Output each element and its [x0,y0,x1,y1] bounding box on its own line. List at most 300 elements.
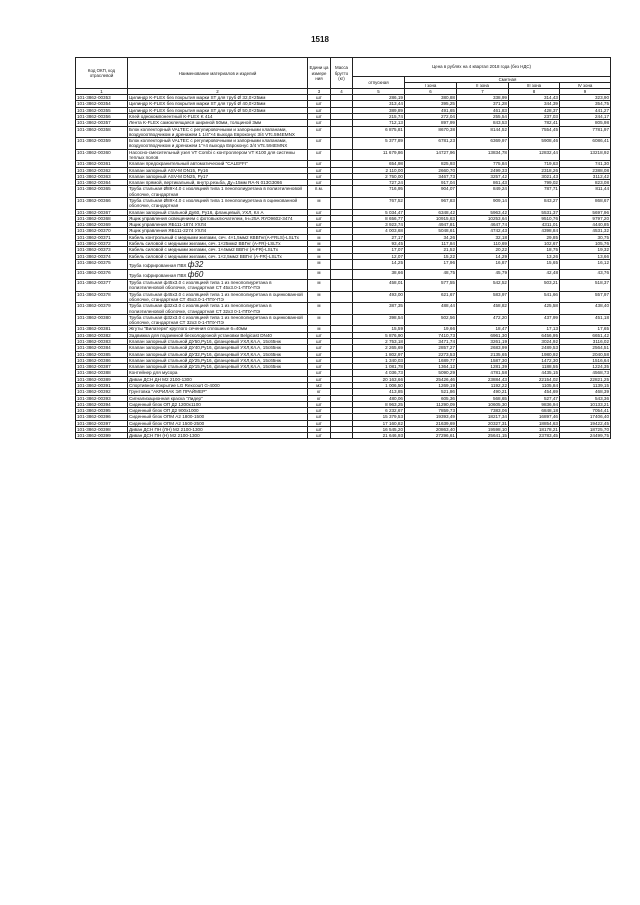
cell-unit: шт [308,426,331,432]
cell-zone-4-price: 811,44 [560,186,611,198]
cell-zone-1-price: 7410,73 [405,332,457,338]
cell-name: Клапан запорный ASV-M DN15, Py16 [128,167,308,173]
cell-zone-1-price: 2273,53 [405,351,457,357]
table-row [76,138,611,150]
cell-zone-4-price: 323,90 [560,95,611,101]
cell-zone-2-price: 2499,33 [457,167,509,173]
cell-zone-3-price: 237,03 [509,114,560,120]
cell-zone-1-price: 825,93 [405,161,457,167]
cell-release-price: 5 034,47 [353,209,405,215]
table-row [76,314,611,326]
cell-unit: шт [308,120,331,126]
cell-unit: шт [308,222,331,228]
cell-zone-4-price: 24499,75 [560,433,611,439]
cell-zone-3-price: 18178,21 [509,426,560,432]
cell-unit: шт [308,107,331,113]
cell-code: 101-3862-00362 [76,167,128,173]
cell-release-price: 1 006,50 [353,382,405,388]
cell-zone-3-price: 13,26 [509,253,560,259]
cell-release-price: 4 003,68 [353,228,405,234]
cell-unit: шт [308,215,331,221]
header-zone-4: IV зона [560,83,611,89]
cell-zone-4-price: 105,76 [560,240,611,246]
cell-unit: шт [308,338,331,344]
cell-zone-1-price: 380,88 [405,95,457,101]
cell-zone-2-price: 583,97 [457,291,509,303]
cell-unit: шт [308,101,331,107]
cell-zone-2-price: 458,82 [457,303,509,315]
cell-code: 101-3862-00364 [76,180,128,186]
cell-zone-4-price: 868,67 [560,197,611,209]
cell-zone-4-price: 4440,85 [560,222,611,228]
cell-zone-1-price: 521,86 [405,389,457,395]
cell-release-price: 313,44 [353,101,405,107]
cell-release-price: 398,54 [353,314,405,326]
column-index: 5 [353,89,405,95]
cell-zone-3-price: 5531,37 [509,209,560,215]
cell-unit: шт [308,228,331,234]
cell-code: 101-3862-00366 [76,197,128,209]
cell-unit: шт [308,126,331,138]
cell-code: 101-3862-00360 [76,149,128,161]
cell-release-price: 21 646,93 [353,433,405,439]
cell-release-price: 8 656,77 [353,215,405,221]
cell-unit: м [308,326,331,332]
cell-release-price: 480,06 [353,395,405,401]
cell-name [128,259,308,269]
cell-zone-3-price: 29,85 [509,234,560,240]
cell-code: 101-3862-00374 [76,253,128,259]
cell-zone-4-price: 13218,92 [560,149,611,161]
cell-zone-2-price: 3261,19 [457,338,509,344]
cell-zone-4-price: 13,66 [560,253,611,259]
cell-zone-2-price: 14,29 [457,253,509,259]
cell-zone-1-price: 2857,27 [405,345,457,351]
cell-zone-4-price: 441,27 [560,107,611,113]
cell-code: 101-3862-00385 [76,351,128,357]
cell-zone-1-price: 21639,69 [405,420,457,426]
cell-zone-2-price: 371,28 [457,101,509,107]
cell-code: 101-3862-00383 [76,338,128,344]
cell-code: 101-3862-00377 [76,280,128,292]
cell-zone-4-price: 2040,58 [560,351,611,357]
cell-code: 101-3862-00389 [76,376,128,382]
cell-zone-1-price: 15,22 [405,253,457,259]
cell-zone-3-price: 102,67 [509,240,560,246]
cell-code: 101-3862-00381 [76,326,128,332]
cell-release-price: 5 377,89 [353,138,405,150]
cell-zone-2-price: 861,43 [457,180,509,186]
cell-zone-3-price: 527,47 [509,395,560,401]
cell-zone-1-price: 272,04 [405,114,457,120]
cell-mass [331,138,353,150]
cell-release-price: 1 081,78 [353,364,405,370]
cell-zone-1-price: 5048,61 [405,228,457,234]
cell-code: 101-3862-00357 [76,120,128,126]
cell-unit: кг [308,395,331,401]
cell-zone-4-price: 557,97 [560,291,611,303]
cell-release-price: 727,24 [353,180,405,186]
cell-name: Диван ДСН ПН (ЛН) М2 2100-1300 [128,426,308,432]
cell-zone-3-price: 5908,46 [509,138,560,150]
cell-zone-4-price: 451,18 [560,314,611,326]
cell-name: Клапан прямой, вертикальный, внутр.резьба, Ду=15мм RA-N 013G3066 [128,180,308,186]
cell-unit: шт [308,351,331,357]
cell-zone-1-price: 577,55 [405,280,457,292]
cell-name-diameter: ф32 [187,259,204,269]
cell-zone-1-price: 34,26 [405,234,457,240]
cell-zone-1-price: 1269,19 [405,382,457,388]
cell-name: Цилиндр K-FLEX без покрытия марки ST для труб Ø 32,0×25мм [128,95,308,101]
cell-mass [331,303,353,315]
header-mass: Масса брутто (кг) [331,58,353,89]
cell-zone-3-price: 428,37 [509,107,560,113]
cell-name: Клапан предохранительный автоматический "CALEFFI" [128,161,308,167]
cell-name: Цилиндр K-FLEX без покрытия марки ST для труб Ø 40,0×25мм [128,101,308,107]
cell-zone-2-price: 338,99 [457,95,509,101]
cell-name: Клей однокомпонентный K-FLEX K 414 [128,114,308,120]
table-row [76,280,611,292]
cell-release-price: 767,52 [353,197,405,209]
cell-name: Сиденный блок ОП Д2 1200х1100 [128,401,308,407]
cell-zone-1-price: 17,96 [405,259,457,269]
header-zone-1: I зона [405,83,457,89]
cell-code: 101-3862-00380 [76,314,128,326]
cell-name: Грунтовка "АКРИЛАК ЭЛ ПРАЙМЕР" [128,389,308,395]
cell-name: Диван ДСН ДН М2 2100-1300 [128,376,308,382]
cell-zone-4-price: 18725,70 [560,426,611,432]
cell-zone-4-price: 438,40 [560,303,611,315]
cell-zone-2-price: 18,47 [457,326,509,332]
cell-zone-2-price: 4742,43 [457,228,509,234]
cell-zone-3-price: 541,66 [509,291,560,303]
cell-zone-4-price: 10133,21 [560,401,611,407]
cell-zone-1-price: 27296,61 [405,433,457,439]
cell-unit: шт [308,345,331,351]
cell-release-price: 286,19 [353,95,405,101]
cell-release-price: 17,07 [353,247,405,253]
cell-release-price: 20 163,66 [353,376,405,382]
cell-unit: шт [308,149,331,161]
cell-zone-2-price: 7383,06 [457,408,509,414]
cell-code: 101-3862-00361 [76,161,128,167]
cell-name-text: Труба гофрированная ПВХ [129,262,188,268]
cell-zone-4-price: 2564,51 [560,345,611,351]
cell-mass [331,291,353,303]
cell-zone-4-price: 6651,42 [560,332,611,338]
cell-name: Жгуты "Вилатерм" круглого сечения сплошные 6=40мм [128,326,308,332]
cell-zone-2-price: 13834,78 [457,149,509,161]
cell-zone-4-price: 3112,42 [560,173,611,179]
cell-release-price: 12,07 [353,253,405,259]
cell-release-price: 712,13 [353,120,405,126]
price-table [75,57,611,439]
cell-mass [331,186,353,198]
cell-code: 101-3862-00359 [76,138,128,150]
cell-name: Цилиндр K-FLEX без покрытия марки ST для труб Ø 50,0×25мм [128,107,308,113]
cell-zone-3-price: 454,69 [509,389,560,395]
cell-name: Труба стальная ф32х3.0 с изоляцией типа 1 из пенополиуретана в полиэтиленовой оболочке, стандартная СТ 32х3 0-1-ППУ-ПЭ [128,303,308,315]
cell-name: Клапан запорный стальной ДУ15,Py16, фланцевый УХЛ,Кл.А, 15с65нж [128,364,308,370]
cell-code: 101-3862-00384 [76,345,128,351]
cell-zone-3-price: 4311,01 [509,222,560,228]
cell-release-price: 2 753,18 [353,338,405,344]
cell-unit: шт [308,357,331,363]
cell-zone-4-price: 468,39 [560,389,611,395]
cell-unit: м [308,280,331,292]
cell-zone-1-price: 967,83 [405,197,457,209]
cell-release-price: 4 036,73 [353,370,405,376]
cell-code: 101-3862-00378 [76,291,128,303]
cell-code: 101-3862-00368 [76,215,128,221]
cell-zone-2-price: 255,54 [457,114,509,120]
cell-zone-4-price: 244,17 [560,114,611,120]
cell-zone-4-price: 19422,45 [560,420,611,426]
cell-zone-1-price: 7859,73 [405,408,457,414]
cell-name: Труба стальная Ø89×4.0 с изоляцией типа 1 пенополиуретана в полиэтиленовой оболочке, стандартная [128,186,308,198]
cell-zone-2-price: 1587,30 [457,357,509,363]
table-row [76,433,611,439]
cell-unit: м [308,269,331,279]
cell-zone-3-price: 18,75 [509,247,560,253]
cell-zone-1-price: 117,84 [405,240,457,246]
cell-zone-2-price: 472,20 [457,314,509,326]
cell-zone-1-price: 1364,12 [405,364,457,370]
cell-zone-4-price: 543,36 [560,395,611,401]
cell-zone-4-price: 16,12 [560,259,611,269]
cell-release-price: 6 232,67 [353,408,405,414]
cell-zone-3-price: 12832,44 [509,149,560,161]
cell-unit: шт [308,433,331,439]
cell-zone-4-price: 805,98 [560,120,611,126]
cell-name: Сиденный блок ОП Д2 900х1000 [128,408,308,414]
table-row [76,149,611,161]
cell-mass [331,314,353,326]
table-row [76,259,611,269]
cell-zone-1-price: 502,56 [405,314,457,326]
cell-name: Блок коллекторный VALTEC с регулировочными и запорными клапанами, воздухоотводчиком и дренажем 1 1/4"×4 выхода Евроконус 3/4 VTc.594EMNX [128,126,308,138]
cell-zone-2-price: 849,24 [457,186,509,198]
cell-name: Кабель силовой с медными жилами, сеч. 1×2,5мм2 ВВГнг (А-FR)-LSLTx [128,253,308,259]
cell-zone-3-price: 1188,55 [509,364,560,370]
cell-release-price: 5 876,90 [353,332,405,338]
cell-unit: кг [308,389,331,395]
cell-unit: м [308,303,331,315]
cell-zone-1-price: 5090,29 [405,370,457,376]
cell-code: 101-3862-00399 [76,433,128,439]
table-row [76,291,611,303]
cell-code: 101-3862-00397 [76,420,128,426]
cell-unit: шт [308,95,331,101]
cell-zone-2-price: 10605,30 [457,401,509,407]
cell-zone-2-price: 490,21 [457,389,509,395]
cell-unit: м [308,197,331,209]
cell-release-price: 1 340,03 [353,357,405,363]
cell-name: Ящик управления ЯБ111-1874 УХЛ4 [128,222,308,228]
cell-unit: п.м. [308,186,331,198]
cell-zone-3-price: 9510,76 [509,215,560,221]
cell-zone-1-price: 6781,23 [405,138,457,150]
cell-name: Сиденный блок ОПМ А2 1800-1500 [128,414,308,420]
cell-code: 101-3862-00398 [76,426,128,432]
cell-zone-1-price: 3467,73 [405,173,457,179]
table-row [76,303,611,315]
table-row [76,197,611,209]
cell-zone-3-price: 425,58 [509,303,560,315]
cell-release-price: 716,95 [353,186,405,198]
table-row [76,269,611,279]
cell-code: 101-3862-00356 [76,114,128,120]
cell-zone-3-price: 23783,45 [509,433,560,439]
cell-zone-3-price: 6848,18 [509,408,560,414]
cell-zone-1-price: 904,07 [405,186,457,198]
cell-code: 101-3862-00382 [76,332,128,338]
header-release: отпускная [353,77,405,89]
cell-name: Диван ДСН ПН (Н) М2 2100-1300 [128,433,308,439]
cell-code: 101-3862-00355 [76,107,128,113]
cell-zone-2-price: 18217,34 [457,414,509,420]
cell-zone-2-price: 20327,31 [457,420,509,426]
cell-zone-4-price: 518,37 [560,280,611,292]
cell-name: Клапан запорный ASV-M DN25, Py17 [128,173,308,179]
cell-name: Насосно-смесительный узел VT Combi с контроллером VT K100 для системы теплых полов [128,149,308,161]
cell-zone-2-price: 110,69 [457,240,509,246]
cell-zone-3-price: 787,71 [509,186,560,198]
cell-zone-2-price: 461,83 [457,107,509,113]
cell-unit: шт [308,370,331,376]
cell-zone-2-price: 1192,22 [457,382,509,388]
cell-name-diameter: ф60 [187,269,204,279]
cell-code: 101-3862-00372 [76,240,128,246]
cell-zone-1-price: 8670,38 [405,126,457,138]
cell-zone-3-price: 782,41 [509,120,560,126]
cell-zone-2-price: 19598,10 [457,426,509,432]
cell-zone-3-price: 22154,02 [509,376,560,382]
cell-release-price: 15 379,53 [353,414,405,420]
column-index: 4 [331,89,353,95]
cell-zone-4-price: 6086,41 [560,138,611,150]
cell-zone-1-price: 3471,74 [405,338,457,344]
cell-zone-3-price: 344,39 [509,101,560,107]
cell-zone-4-price: 2388,08 [560,167,611,173]
cell-unit: шт [308,173,331,179]
cell-zone-1-price: 605,36 [405,395,457,401]
cell-name: Труба стальная ф45х3.0 с изоляцией типа 1 из пенополиуретана в оцинкованной оболочке, стандартная СТ 45х3.0-1-ППУ-ПЭ [128,291,308,303]
cell-zone-3-price: 17,13 [509,326,560,332]
cell-zone-1-price: 19393,49 [405,414,457,420]
cell-name: Труба стальная Ø89×4.0 с изоляцией типа 1 пенополиуретана в оцинкованной оболочке, стандартная [128,197,308,209]
cell-zone-2-price: 4647,74 [457,222,509,228]
cell-unit: шт [308,161,331,167]
cell-unit: шт [308,180,331,186]
cell-zone-2-price: 45,79 [457,269,509,279]
cell-zone-3-price: 1472,30 [509,357,560,363]
cell-zone-2-price: 909,14 [457,197,509,209]
header-name: Наименование материалов и изделий [128,58,308,89]
cell-code: 101-3862-00363 [76,173,128,179]
cell-zone-1-price: 14727,96 [405,149,457,161]
cell-unit: м [308,247,331,253]
cell-mass [331,280,353,292]
cell-release-price: 17 160,82 [353,420,405,426]
cell-zone-2-price: 775,84 [457,161,509,167]
cell-zone-4-price: 7781,97 [560,126,611,138]
cell-zone-3-price: 18854,63 [509,420,560,426]
cell-zone-1-price: 20863,40 [405,426,457,432]
cell-unit: шт [308,408,331,414]
cell-zone-3-price: 437,99 [509,314,560,326]
cell-zone-4-price: 5697,96 [560,209,611,215]
cell-release-price: 2 110,00 [353,167,405,173]
cell-code: 101-3862-00375 [76,259,128,269]
cell-release-price: 413,85 [353,389,405,395]
cell-zone-1-price: 488,44 [405,303,457,315]
cell-zone-3-price: 15,65 [509,259,560,269]
cell-zone-2-price: 10253,64 [457,215,509,221]
cell-zone-2-price: 2135,65 [457,351,509,357]
cell-name: Ящик управления освещением с фотовыключателем, Iн=25А ЯУО9602-3474 [128,215,308,221]
cell-code: 101-3862-00392 [76,389,128,395]
cell-zone-4-price: 17,65 [560,326,611,332]
cell-zone-3-price: 719,63 [509,161,560,167]
cell-zone-3-price: 314,43 [509,95,560,101]
column-index: 6 [405,89,457,95]
cell-zone-3-price: 7554,45 [509,126,560,138]
cell-release-price: 93,45 [353,240,405,246]
cell-zone-3-price: 799,02 [509,180,560,186]
cell-code: 101-3862-00370 [76,228,128,234]
cell-unit: шт [308,364,331,370]
cell-release-price: 215,74 [353,114,405,120]
cell-name: Сигнализационная краска "Лидер" [128,395,308,401]
cell-zone-3-price: 2489,53 [509,345,560,351]
cell-code: 101-3862-00376 [76,269,128,279]
cell-zone-3-price: 3021,43 [509,173,560,179]
cell-unit: м [308,314,331,326]
cell-zone-1-price: 1689,77 [405,357,457,363]
cell-zone-1-price: 10915,63 [405,215,457,221]
cell-release-price: 654,98 [353,161,405,167]
table-row [76,126,611,138]
cell-code: 101-3862-00367 [76,209,128,215]
cell-release-price: 11 679,86 [353,149,405,161]
cell-zone-4-price: 3116,02 [560,338,611,344]
cell-release-price: 38,66 [353,269,405,279]
cell-zone-1-price: 19,66 [405,326,457,332]
cell-zone-1-price: 21,52 [405,247,457,253]
cell-zone-1-price: 6348,42 [405,209,457,215]
cell-zone-3-price: 9836,94 [509,401,560,407]
header-estimate: Сметная [405,77,611,83]
cell-name: Клапан запорный стальной ДУ25,Py16, фланцевый УХЛ,Кл.А, 15с65нж [128,357,308,363]
cell-zone-2-price: 2683,99 [457,345,509,351]
cell-release-price: 8 963,25 [353,401,405,407]
cell-name: Кабель силовой с медными жилами, сеч. 1×4мм2 ВВГнг (А-FR)-LSLTx [128,247,308,253]
cell-zone-4-price: 741,30 [560,161,611,167]
cell-zone-3-price: 1980,92 [509,351,560,357]
cell-zone-1-price: 491,65 [405,107,457,113]
cell-zone-2-price: 23884,43 [457,376,509,382]
cell-zone-2-price: 16,87 [457,259,509,269]
cell-name: Клапан запорный стальной Ду60, Py16, фланцевый, УХЛ, Кл А [128,209,308,215]
cell-zone-2-price: 542,52 [457,280,509,292]
cell-zone-1-price: 2660,70 [405,167,457,173]
cell-zone-3-price: 6456,95 [509,332,560,338]
cell-zone-1-price: 25426,46 [405,376,457,382]
cell-name: Задвижка для подземной бесколодезной установки Belgicast DN40 [128,332,308,338]
cell-name: Труба стальная ф45х3.0 с изоляцией типа 1 из пенополиуретана в полиэтиленовой оболочке, стандартная СТ 45х3.0-1-ППУ-ПЭ [128,280,308,292]
cell-unit: м2 [308,382,331,388]
